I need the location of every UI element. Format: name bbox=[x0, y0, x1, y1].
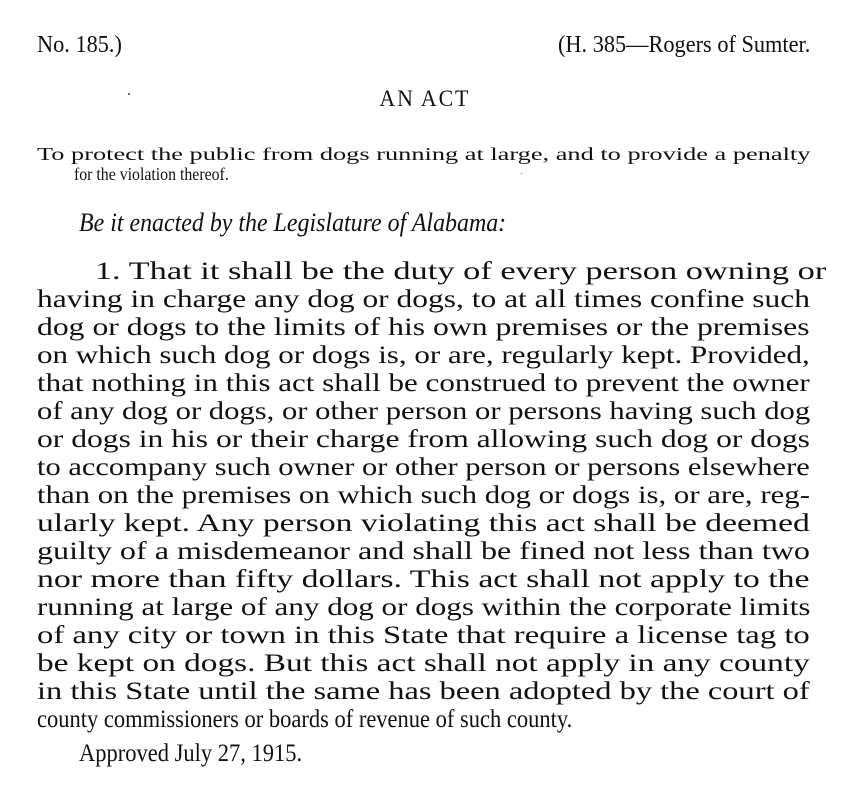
act-number: No. 185.) bbox=[37, 32, 122, 58]
section-line: that nothing in this act shall be construed to prevent the owner bbox=[37, 370, 810, 397]
section-line: of any dog or dogs, or other person or persons having such dog bbox=[37, 398, 811, 425]
section-line: dog or dogs to the limits of his own premises or the premises bbox=[37, 314, 810, 341]
act-preamble bbox=[37, 144, 817, 184]
section-line: running at large of any dog or dogs within the corporate limits bbox=[37, 594, 811, 621]
section-line: or dogs in his or their charge from allowing such dog or dogs bbox=[37, 426, 810, 453]
section-line: nor more than fifty dollars. This act shall not apply to the bbox=[37, 566, 810, 593]
section-line: 1. That it shall be the duty of every person owning or bbox=[94, 258, 827, 285]
preamble-line: for the violation thereof. bbox=[73, 164, 229, 184]
enacting-clause: Be it enacted by the Legislature of Alabama: bbox=[79, 208, 507, 237]
act-title bbox=[0, 86, 850, 112]
bill-reference: (H. 385—Rogers of Sumter. bbox=[557, 32, 810, 58]
act-title-text: AN ACT bbox=[379, 86, 471, 111]
scan-speck bbox=[521, 173, 522, 174]
section-line: of any city or town in this State that require a license tag to bbox=[37, 622, 810, 649]
section-line: to accompany such owner or other person or persons elsewhere bbox=[37, 454, 810, 481]
scan-speck bbox=[128, 93, 130, 95]
section-line: be kept on dogs. But this act shall not apply in any county bbox=[37, 650, 810, 677]
approval-date: Approved July 27, 1915. bbox=[79, 740, 303, 767]
section-line: county commissioners or boards of revenue of such county. bbox=[37, 706, 573, 733]
section-line: on which such dog or dogs is, or are, regularly kept. Provided, bbox=[37, 342, 810, 369]
section-line: ularly kept. Any person violating this act shall be deemed bbox=[37, 510, 810, 537]
section-line: than on the premises on which such dog or dogs is, or are, reg- bbox=[37, 482, 810, 509]
preamble-line: To protect the public from dogs running at large, and to provide a penalty bbox=[37, 144, 811, 164]
section-1 bbox=[37, 258, 827, 734]
section-line: guilty of a misdemeanor and shall be fined not less than two bbox=[37, 538, 810, 565]
section-line: having in charge any dog or dogs, to at all times confine such bbox=[37, 286, 811, 313]
section-line: in this State until the same has been adopted by the court of bbox=[37, 678, 810, 705]
